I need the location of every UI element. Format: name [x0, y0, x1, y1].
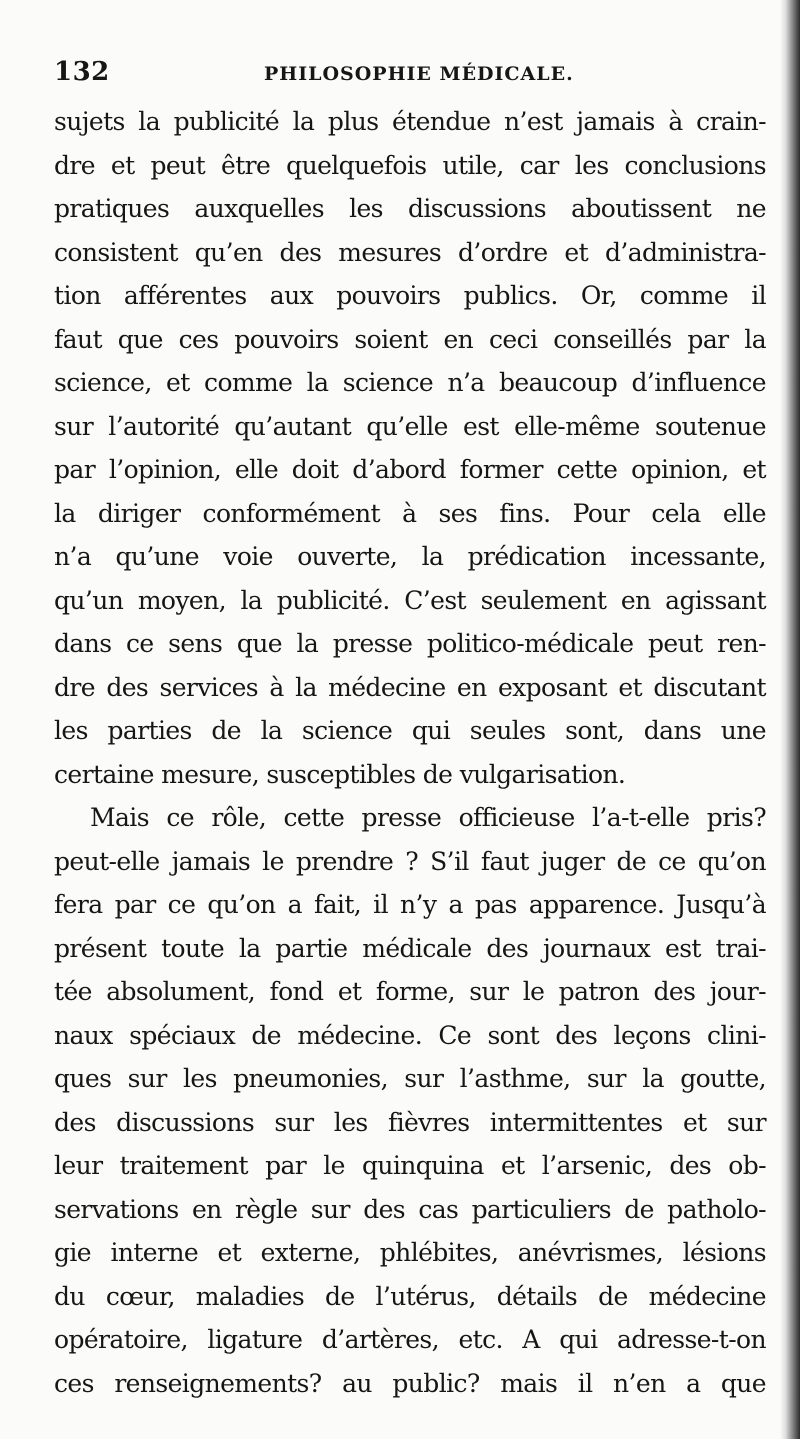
text-line: gie interne et externe, phlébites, anévrismes, lésions: [54, 1238, 766, 1267]
text-line: ques sur les pneumonies, sur l’asthme, sur la goutte,: [54, 1064, 766, 1093]
text-line: fera par ce qu’on a fait, il n’y a pas apparence. Jusqu’à: [54, 890, 766, 919]
page-edge: [786, 0, 800, 1439]
text-line: la diriger conformément à ses fins. Pour cela elle: [54, 498, 766, 528]
text-line: science, et comme la science n’a beaucoup d’influence: [54, 368, 766, 397]
text-line: leur traitement par le quinquina et l’arsenic, des ob-: [54, 1151, 766, 1180]
text-line: ces renseignements? au public? mais il n’en a que: [54, 1368, 766, 1398]
running-header: [54, 52, 754, 92]
text-line: tée absolument, fond et forme, sur le patron des jour-: [54, 977, 766, 1006]
text-line: opératoire, ligature d’artères, etc. A qui adresse-t-on: [54, 1325, 766, 1354]
text-line: naux spéciaux de médecine. Ce sont des leçons clini-: [54, 1020, 766, 1050]
text-line: par l’opinion, elle doit d’abord former cette opinion, et: [54, 455, 766, 484]
text-line: sujets la publicité la plus étendue n’est jamais à crain-: [54, 107, 766, 136]
text-line: pratiques auxquelles les discussions aboutissent ne: [54, 194, 766, 223]
text-line: faut que ces pouvoirs soient en ceci conseillés par la: [54, 324, 766, 354]
text-line: du cœur, maladies de l’utérus, détails de médecine: [54, 1281, 766, 1311]
text-line: dans ce sens que la presse politico-médicale peut ren-: [54, 629, 766, 658]
text-line: n’a qu’une voie ouverte, la prédication incessante,: [54, 542, 766, 571]
text-line: tion afférentes aux pouvoirs publics. Or, comme il: [54, 281, 766, 310]
text-line: les parties de la science qui seules sont, dans une: [54, 716, 766, 745]
text-line: peut-elle jamais le prendre ? S’il faut juger de ce qu’on: [54, 846, 766, 876]
page-number: 132: [54, 57, 110, 87]
text-line: servations en règle sur des cas particuliers de patholo-: [54, 1194, 766, 1224]
text-line: présent toute la partie médicale des journaux est trai-: [54, 933, 766, 963]
running-title: PHILOSOPHIE MÉDICALE.: [264, 63, 574, 85]
text-line: consistent qu’en des mesures d’ordre et d’administra-: [54, 237, 766, 267]
text-line: des discussions sur les fièvres intermittentes et sur: [54, 1107, 766, 1137]
text-line-paragraph-start: Mais ce rôle, cette presse officieuse l’a-t-elle pris?: [90, 803, 766, 832]
text-line: dre et peut être quelquefois utile, car les conclusions: [54, 150, 766, 180]
text-line: qu’un moyen, la publicité. C’est seulement en agissant: [54, 585, 766, 615]
text-line-paragraph-end: certaine mesure, susceptibles de vulgarisation.: [54, 759, 626, 789]
text-line: dre des services à la médecine en exposant et discutant: [54, 672, 766, 702]
body-text: [54, 100, 766, 1405]
text-line: sur l’autorité qu’autant qu’elle est elle-même soutenue: [54, 411, 766, 441]
